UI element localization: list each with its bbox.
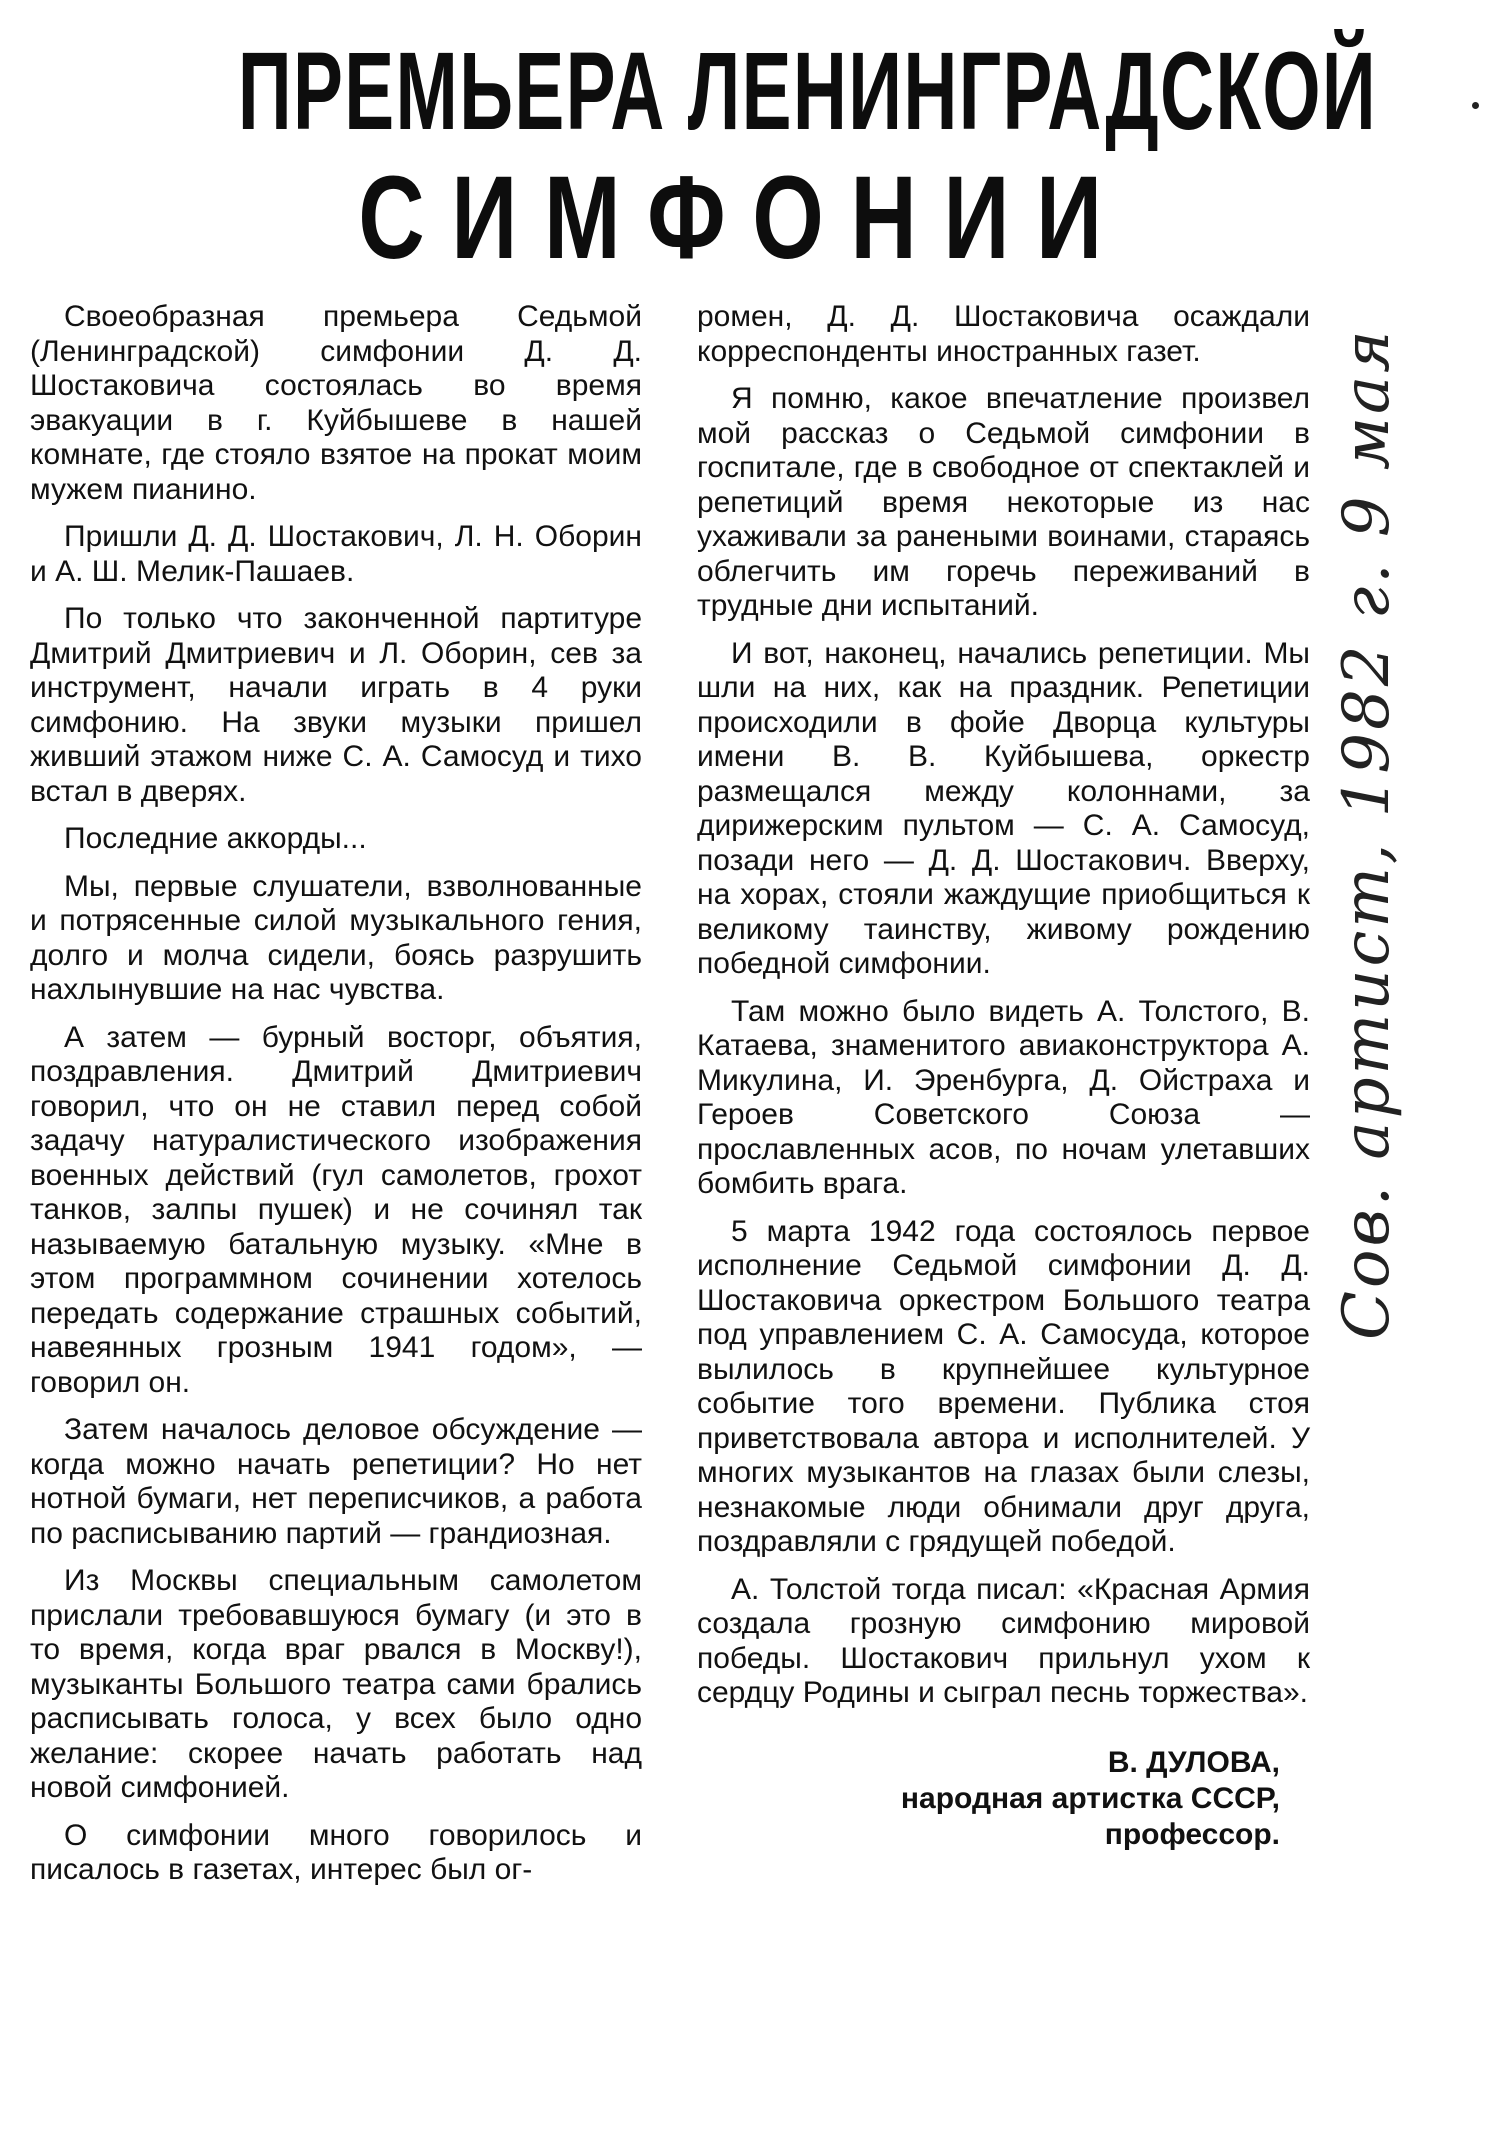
paragraph: Пришли Д. Д. Шостакович, Л. Н. Оборин и А. Ш. Мелик-Пашаев. (30, 520, 642, 588)
ink-speck (1472, 102, 1479, 109)
author-title: народная артистка СССР, (900, 1781, 1280, 1815)
handwritten-source-note: Сов. артист, 1982 г. 9 мая (1330, 327, 1404, 1340)
article-column-right (697, 300, 1310, 1853)
paragraph: И вот, наконец, начались репетиции. Мы шли на них, как на праздник. Репетиции происходили в фойе Дворца культуры имени В. В. Куйбышева, оркестр размещался между колоннами, за дирижерским пультом — С. А. Самосуд, позади него — Д. Д. Шостакович. Вверху, на хорах, стояли жаждущие приобщиться к великому таинству, живому рождению победной симфонии. (697, 636, 1310, 980)
paragraph: А. Толстой тогда писал: «Красная Армия создала грозную симфонию мировой победы. Шостакович прильнул ухом к сердцу Родины и сыграл песнь торжества». (697, 1572, 1310, 1709)
paragraph: ромен, Д. Д. Шостаковича осаждали корреспонденты иностранных газет. (697, 300, 1310, 368)
author-position: профессор. (1104, 1817, 1280, 1851)
paragraph: 5 марта 1942 года состоялось первое исполнение Седьмой симфонии Д. Д. Шостаковича оркестром Большого театра под управлением С. А. Самосуда, которое вылилось в крупнейшее культурное событие того времени. Публика стоя приветствовала автора и исполнителей. У многих музыкантов на глазах были слезы, незнакомые люди обнимали друг друга, поздравляли с грядущей победой. (697, 1214, 1310, 1558)
paragraph: А затем — бурный восторг, объятия, поздравления. Дмитрий Дмитриевич говорил, что он не ставил перед собой задачу натуралистического изображения военных действий (гул самолетов, грохот танков, залпы пушек) и не сочинял так называемую батальную музыку. «Мне в этом программном сочинении хотелось передать содержание страшных событий, навеянных грозным 1941 годом», — говорил он. (30, 1020, 642, 1399)
headline-line-2: СИМФОНИИ (358, 152, 1129, 284)
article-column-left (30, 300, 642, 1901)
paragraph: Я помню, какое впечатление произвел мой рассказ о Седьмой симфонии в госпитале, где в свободное от спектаклей и репетиций время некоторые из нас ухаживали за ранеными воинами, стараясь облегчить им горечь переживаний в трудные дни испытаний. (697, 382, 1310, 622)
paragraph: Последние аккорды... (64, 822, 367, 855)
paragraph: По только что законченной партитуре Дмитрий Дмитриевич и Л. Оборин, сев за инструмент, начали играть в 4 руки симфонию. На звуки музыки пришел живший этажом ниже С. А. Самосуд и тихо встал в дверях. (30, 602, 642, 808)
headline-line-1: ПРЕМЬЕРА ЛЕНИНГРАДСКОЙ (237, 30, 1378, 153)
paragraph: Из Москвы специальным самолетом прислали требовавшуюся бумагу (и это в то время, когда враг рвался в Москву!), музыканты Большого театра сами брались расписывать голоса, у всех было одно желание: скорее начать работать над новой симфонией. (30, 1564, 642, 1804)
author-signature (697, 1745, 1310, 1853)
paragraph: Затем началось деловое обсуждение — когда можно начать репетиции? Но нет нотной бумаги, нет переписчиков, а работа по расписыванию партий — грандиозная. (30, 1413, 642, 1550)
author-name: В. ДУЛОВА, (1107, 1745, 1280, 1779)
paragraph: О симфонии много говорилось и писалось в газетах, интерес был ог- (30, 1818, 642, 1886)
paragraph: Своеобразная премьера Седьмой (Ленинградской) симфонии Д. Д. Шостаковича состоялась во время эвакуации в г. Куйбышеве в нашей комнате, где стояло взятое на прокат моим мужем пианино. (30, 300, 642, 506)
paragraph: Мы, первые слушатели, взволнованные и потрясенные силой музыкального гения, долго и молча сидели, боясь разрушить нахлынувшие на нас чувства. (30, 869, 642, 1006)
paragraph: Там можно было видеть А. Толстого, В. Катаева, знаменитого авиаконструктора А. Микулина, И. Эренбурга, Д. Ойстраха и Героев Советского Союза — прославленных асов, по ночам улетавших бомбить врага. (697, 994, 1310, 1200)
